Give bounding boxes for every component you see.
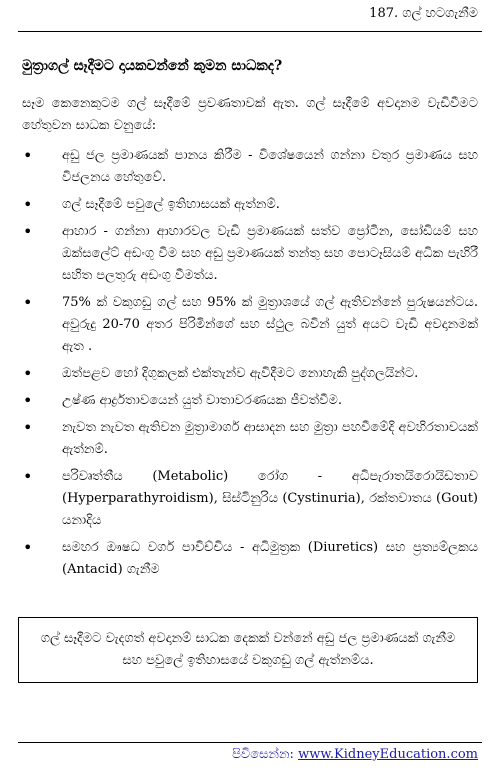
list-item — [0, 292, 500, 358]
website-link[interactable]: www.KidneyEducation.com — [298, 747, 478, 762]
list-item — [0, 466, 500, 532]
intro-paragraph: සෑම කෙනෙකුටම ගල් සෑදීමේ ප්‍රවණතාවක් ඇත. ගල් සෑදීමේ අවදානම වැඩිවීමට හේතුවන සාධක වනුයේ: — [22, 96, 478, 133]
list-item — [0, 145, 500, 189]
list-item-text: පරිවෘත්තීය (Metabolic) රෝග - අධිපැරාතයිරොයිඩතාව (Hyperparathyroidism), සිස්ටිනුරිය (Cystinuria), රක්තවාතය (Gout) යනාදිය — [62, 469, 478, 528]
list-item — [0, 363, 500, 385]
list-item-text: නැවත නැවත ඇතිවන මුත්‍රාමාර්ග ආසාදන සහ මුත්‍රා පහවීමේදි අවහිරතාවයක් ඇත්නම්. — [62, 420, 478, 457]
list-item-text: ආහාර - ගන්නා ආහාරවල වැඩි ප්‍රමාණයක් සත්ව ප්‍රෝටීන, සෝඩියම් සහ ඔක්සලේට් අඩංගු වීම සහ අඩු ප්‍රමාණයක් තන්තු සහ පොටෑසියම් අධික පැහිරී සහිත පලතුරු අඩංගු වීමත්ය. — [62, 224, 478, 283]
bullet-icon: • — [23, 538, 33, 557]
bullet-icon: • — [23, 467, 33, 486]
risk-factor-list — [0, 145, 500, 586]
list-item — [0, 221, 500, 287]
footer-label: පිවිසෙන්න: — [232, 747, 294, 762]
bullet-icon: • — [23, 418, 33, 437]
list-item — [0, 417, 500, 461]
footer-divider — [18, 742, 482, 743]
list-item-text: 75% ක් වකුගඩු ගල් සහ 95% ක් මුත්‍රාශයේ ගල් ඇතිවන්නේ පුරුෂයන්ටය. අවුරුදු 20-70 අතර පිරිමින්ගේ සහ ස්ථුල බවින් යුත් අයට වැඩි අවදානමක් ඇත . — [62, 295, 478, 354]
bullet-icon: • — [23, 195, 33, 214]
bullet-icon: • — [23, 222, 33, 241]
section-heading: මුත්‍රාගල් සෑදීමට දායකවන්නේ කුමන සාධකද? — [22, 58, 283, 74]
list-item-text: අඩු ජල ප්‍රමාණයක් පානය කිරීම - විශේෂයෙන් ගන්නා වතුර ප්‍රමාණය සහ විජලනය හේතුවේ. — [62, 148, 478, 185]
page-header: 187. ගල් හටගැනීම — [369, 6, 478, 21]
bullet-icon: • — [23, 364, 33, 383]
list-item-text: උෂ්ණ ආර්ද්‍රතාවයෙන් යුත් වාතාවරණයක ජීවත්වීම. — [62, 393, 342, 408]
list-item-text: ඔත්පළව හෝ දිගුකලක් එක්තැන්ව ඇවිදීමට නොහැකි පුද්ගලයින්ට. — [62, 366, 419, 381]
bullet-icon: • — [23, 293, 33, 312]
list-item-text: ගල් සෑදීමේ පවුලේ ඉතිහාසයක් ඇත්නම්. — [62, 197, 280, 212]
bullet-icon: • — [23, 391, 33, 410]
bullet-icon: • — [23, 146, 33, 165]
header-divider — [18, 31, 482, 32]
key-point-box: ගල් සෑදීමට වැදගත් අවදානම් සාධක දෙකක් වන්නේ අඩු ජල ප්‍රමාණයක් ගැනීම සහ පවුලේ ඉතිහාසයේ වකුගඩු ගල් ඇත්නම්ය. — [18, 617, 478, 683]
list-item — [0, 194, 500, 216]
list-item — [0, 390, 500, 412]
list-item — [0, 537, 500, 581]
footer — [232, 747, 478, 762]
list-item-text: සමහර ඖෂධ වර්ග පාවිච්චිය - අධිමුත්‍රක (Diuretics) සහ ප්‍රත්‍යම්ලකය (Antacid) ගැනීම — [62, 540, 478, 577]
